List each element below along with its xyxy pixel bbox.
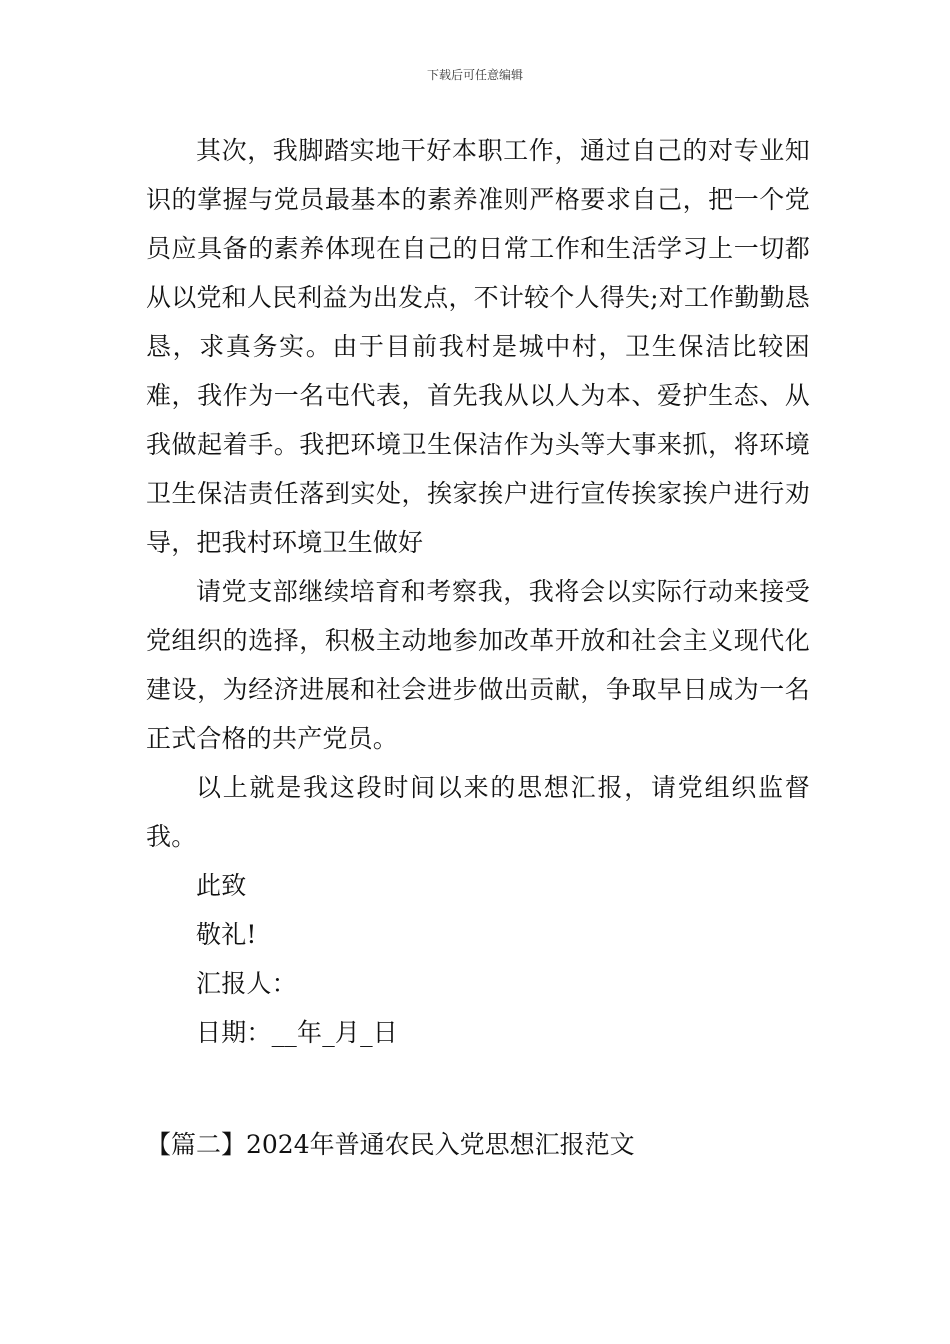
closing-salutation: 此致: [196, 871, 247, 900]
paragraph: 以上就是我这段时间以来的思想汇报，请党组织监督我。: [146, 773, 810, 851]
closing-regards: 敬礼!: [196, 920, 257, 949]
header-note: 下载后可任意编辑: [426, 68, 523, 82]
paragraph: 其次，我脚踏实地干好本职工作，通过自己的对专业知识的掌握与党员最基本的素养准则严格要求自己，把一个党员应具备的素养体现在自己的日常工作和生活学习上一切都从以党和人民利益为出发点，不计较个人得失;对工作勤勤恳恳，求真务实。由于目前我村是城中村，卫生保洁比较困难，我作为一名屯代表，首先我从以人为本、爱护生态、从我做起着手。我把环境卫生保洁作为头等大事来抓，将环境卫生保洁责任落到实处，挨家挨户进行宣传挨家挨户进行劝导，把我村环境卫生做好: [146, 136, 810, 557]
reporter-line: 汇报人：: [196, 969, 297, 998]
section-title: 【篇二】2024年普通农民入党思想汇报范文: [146, 1130, 635, 1159]
document-body: [146, 126, 810, 1057]
date-line: 日期：__年_月_日: [196, 1018, 399, 1047]
paragraph: 请党支部继续培育和考察我，我将会以实际行动来接受党组织的选择，积极主动地参加改革开放和社会主义现代化建设，为经济进展和社会进步做出贡献，争取早日成为一名正式合格的共产党员。: [146, 577, 810, 753]
